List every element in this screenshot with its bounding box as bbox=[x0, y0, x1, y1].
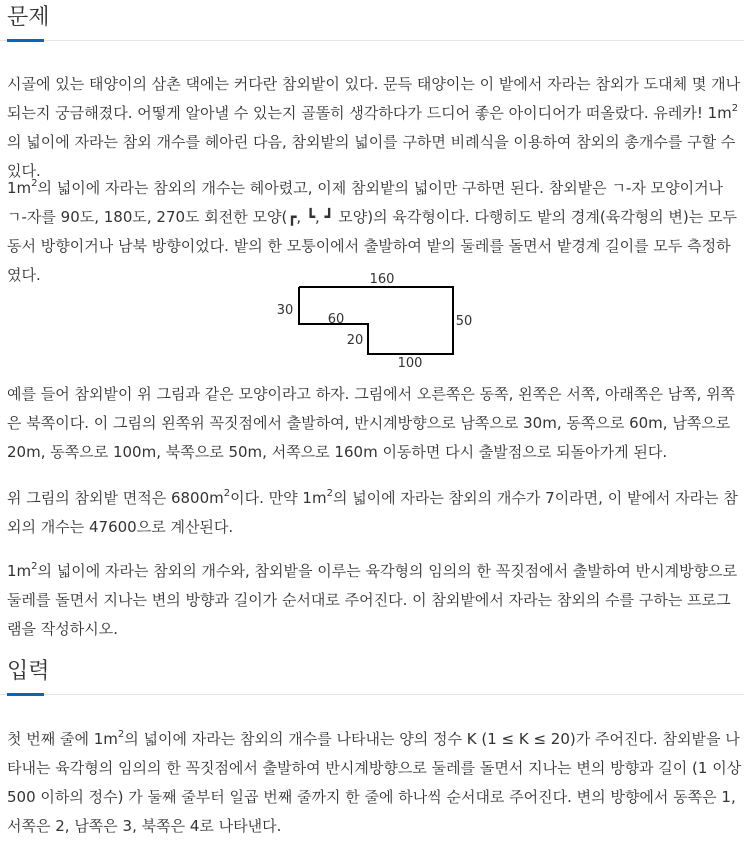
superscript: 2 bbox=[117, 729, 125, 740]
superscript: 2 bbox=[31, 178, 38, 189]
problem-section-header bbox=[0, 2, 744, 41]
problem-paragraph-1 bbox=[7, 70, 743, 186]
problem-paragraph-4-text-b: 이다. 만약 1m bbox=[230, 489, 327, 507]
superscript: 2 bbox=[31, 561, 38, 572]
problem-paragraph-3: 예를 들어 참외밭이 위 그림과 같은 모양이라고 하자. 그림에서 오른쪽은 동쪽, 왼쪽은 서쪽, 아래쪽은 남쪽, 위쪽은 북쪽이다. 이 그림의 왼쪽위 꼭짓점에서 출발하여, 반시계방향으로 남쪽으로 30m, 동쪽으로 60m, 남쪽으로 20m, 동쪽으로 100m, 북쪽으로 50m, 서쪽으로 160m 이동하면 다시 출발점으로 되돌아가게 된다. bbox=[7, 385, 736, 461]
superscript: 2 bbox=[326, 488, 333, 499]
superscript: 2 bbox=[731, 103, 739, 114]
problem-heading: 문제 bbox=[7, 5, 50, 30]
input-paragraph-1-text-b: 의 넓이에 자라는 참외의 개수를 나타내는 양의 정수 K (1 ≤ K ≤ 20)가 주어진다. 참외밭을 나타내는 육각형의 임의의 한 꼭짓점에서 출발하여 반시계방향으로 둘레를 돌면서 지나는 변의 방향과 길이 (1 이상 500 이하의 정수) 가 둘째 줄부터 일곱 번째 줄까지 한 줄에 하나씩 순서대로 주어진다. 변의 방향에서 동쪽은 1, 서쪽은 2, 남쪽은 3, 북쪽은 4로 나타낸다. bbox=[7, 730, 742, 835]
label-right: 50 bbox=[455, 314, 473, 329]
field-shape-diagram bbox=[270, 266, 480, 372]
label-inner-horizontal: 60 bbox=[327, 312, 345, 327]
problem-paragraph-5-text-a: 1m bbox=[7, 562, 32, 580]
heading-underline bbox=[7, 39, 44, 42]
label-inner-vertical: 20 bbox=[346, 333, 364, 348]
label-bottom: 100 bbox=[397, 356, 423, 371]
input-paragraph-1-text-a: 첫 번째 줄에 1m bbox=[7, 730, 118, 748]
problem-paragraph-4 bbox=[7, 484, 743, 542]
problem-paragraph-5 bbox=[7, 557, 743, 644]
problem-paragraph-2-text-b: 의 넓이에 자라는 참외의 개수는 헤아렸고, 이제 참외밭의 넓이만 구하면 된다. 참외밭은 ㄱ-자 모양이거나 ㄱ-자를 90도, 180도, 270도 회전한 모양(┏, ┗, ┛ 모양)의 육각형이다. 다행히도 밭의 경계(육각형의 변)는 모두 동서 방향이거나 남북 방향이었다. 밭의 한 모퉁이에서 출발하여 밭의 둘레를 돌면서 밭경계 길이를 모두 측정하였다. bbox=[7, 179, 738, 284]
problem-paragraph-5-text-b: 의 넓이에 자라는 참외의 개수와, 참외밭을 이루는 육각형의 임의의 한 꼭짓점에서 출발하여 반시계방향으로 둘레를 돌면서 지나는 변의 방향과 길이가 순서대로 주어진다. 이 참외밭에서 자라는 참외의 수를 구하는 프로그램을 작성하시오. bbox=[7, 562, 738, 638]
field-shape-figure bbox=[270, 266, 480, 372]
problem-paragraph-4-text-a: 위 그림의 참외밭 면적은 6800m bbox=[7, 489, 224, 507]
label-left: 30 bbox=[276, 303, 294, 318]
problem-paragraph-1-text-b: 의 넓이에 자라는 참외 개수를 헤아린 다음, 참외밭의 넓이를 구하면 비례식을 이용하여 참외의 총개수를 구할 수 있다. bbox=[7, 133, 736, 180]
superscript: 2 bbox=[223, 488, 231, 499]
field-outline bbox=[299, 287, 453, 354]
input-section-header bbox=[0, 656, 744, 695]
input-heading: 입력 bbox=[7, 659, 50, 684]
problem-paragraph-2-text-a: 1m bbox=[7, 179, 32, 197]
problem-paragraph-4-text-c: 의 넓이에 자라는 참외의 개수가 7이라면, 이 밭에서 자라는 참외의 개수는 47600으로 계산된다. bbox=[7, 489, 738, 536]
heading-underline bbox=[7, 693, 44, 696]
label-top: 160 bbox=[369, 272, 395, 287]
problem-paragraph-1-text-a: 시골에 있는 태양이의 삼촌 댁에는 커다란 참외밭이 있다. 문득 태양이는 이 밭에서 자라는 참외가 도대체 몇 개나 되는지 궁금해졌다. 어떻게 알아낼 수 있는지 골똘히 생각하다가 드디어 좋은 아이디어가 떠올랐다. 유레카! 1m bbox=[7, 75, 741, 122]
input-paragraph-1 bbox=[7, 725, 743, 841]
